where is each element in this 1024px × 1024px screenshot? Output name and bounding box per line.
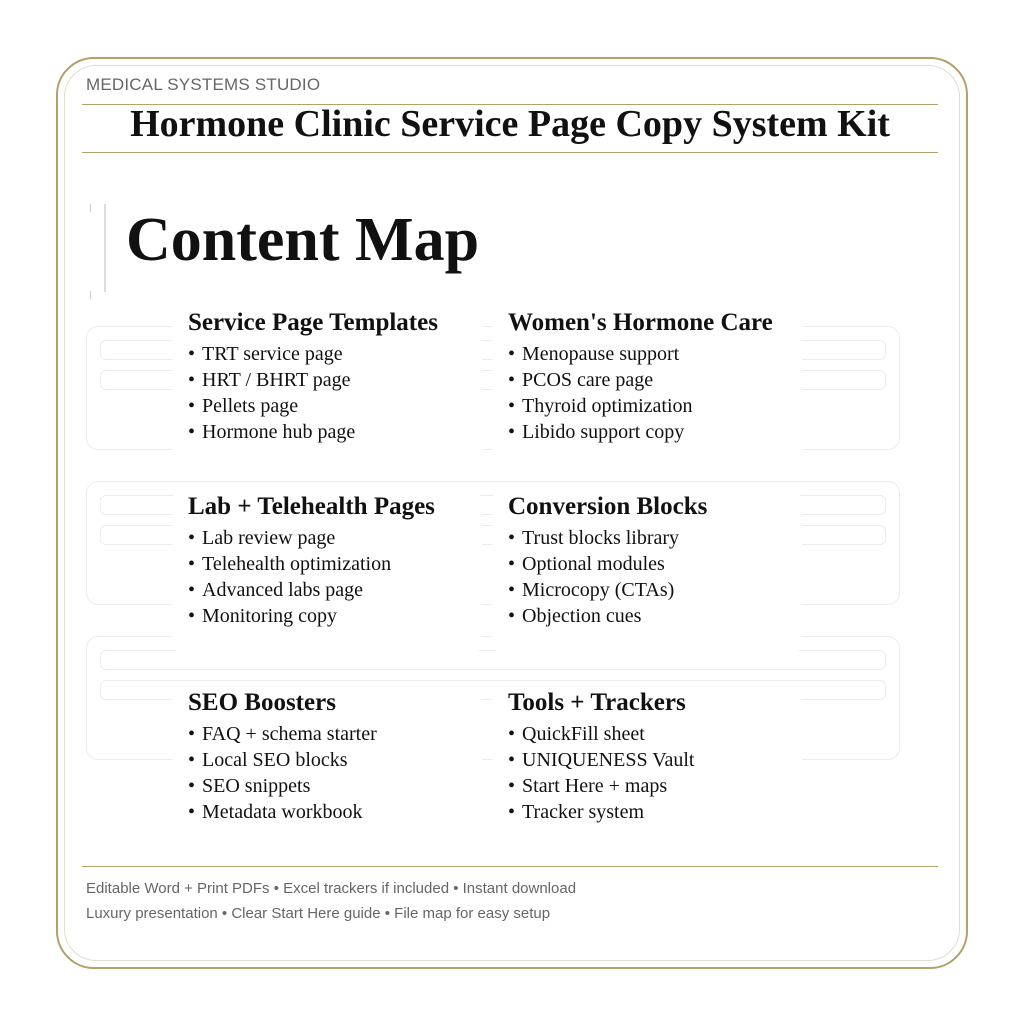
content-card [172,687,482,849]
list-item: • Lab review page [188,525,391,551]
list-item: • QuickFill sheet [508,721,694,747]
accent-tick-top [90,204,91,212]
card-list [508,341,693,445]
card-list [508,525,679,629]
section-title: Content Map [126,206,480,274]
footer-line: Luxury presentation • Clear Start Here guide • File map for easy setup [86,905,551,922]
content-card [172,491,482,653]
section-accent-bar [104,204,106,292]
footer-rule [82,866,938,867]
card-heading: Women's Hormone Care [508,309,773,336]
card-list [188,341,355,445]
list-item: • FAQ + schema starter [188,721,377,747]
card-list [188,721,377,825]
list-item: • Objection cues [508,603,679,629]
card-heading: Service Page Templates [188,309,438,336]
card-heading: SEO Boosters [188,689,336,716]
list-item: • Tracker system [508,799,694,825]
card-list [188,525,391,629]
list-item: • Menopause support [508,341,693,367]
brand-label: MEDICAL SYSTEMS STUDIO [86,75,321,94]
card-list [508,721,694,825]
list-item: • Advanced labs page [188,577,391,603]
list-item: • HRT / BHRT page [188,367,355,393]
list-item: • Monitoring copy [188,603,391,629]
background-bar [100,650,886,670]
card-heading: Conversion Blocks [508,493,708,520]
list-item: • SEO snippets [188,773,377,799]
list-item: • Microcopy (CTAs) [508,577,679,603]
list-item: • PCOS care page [508,367,693,393]
header-bottom-rule [82,152,938,153]
card-heading: Lab + Telehealth Pages [188,493,435,520]
list-item: • Metadata workbook [188,799,377,825]
list-item: • Pellets page [188,393,355,419]
list-item: • UNIQUENESS Vault [508,747,694,773]
list-item: • Local SEO blocks [188,747,377,773]
page-title: Hormone Clinic Service Page Copy System Kit [130,103,890,145]
list-item: • Libido support copy [508,419,693,445]
content-card [492,307,802,469]
list-item: • Hormone hub page [188,419,355,445]
card-heading: Tools + Trackers [508,689,686,716]
content-card [492,687,802,849]
list-item: • Telehealth optimization [188,551,391,577]
list-item: • Start Here + maps [508,773,694,799]
list-item: • Trust blocks library [508,525,679,551]
list-item: • TRT service page [188,341,355,367]
list-item: • Thyroid optimization [508,393,693,419]
list-item: • Optional modules [508,551,679,577]
footer-line: Editable Word + Print PDFs • Excel trackers if included • Instant download [86,880,577,897]
content-card [492,491,802,653]
accent-tick-bottom [90,291,91,299]
content-card [172,307,482,469]
